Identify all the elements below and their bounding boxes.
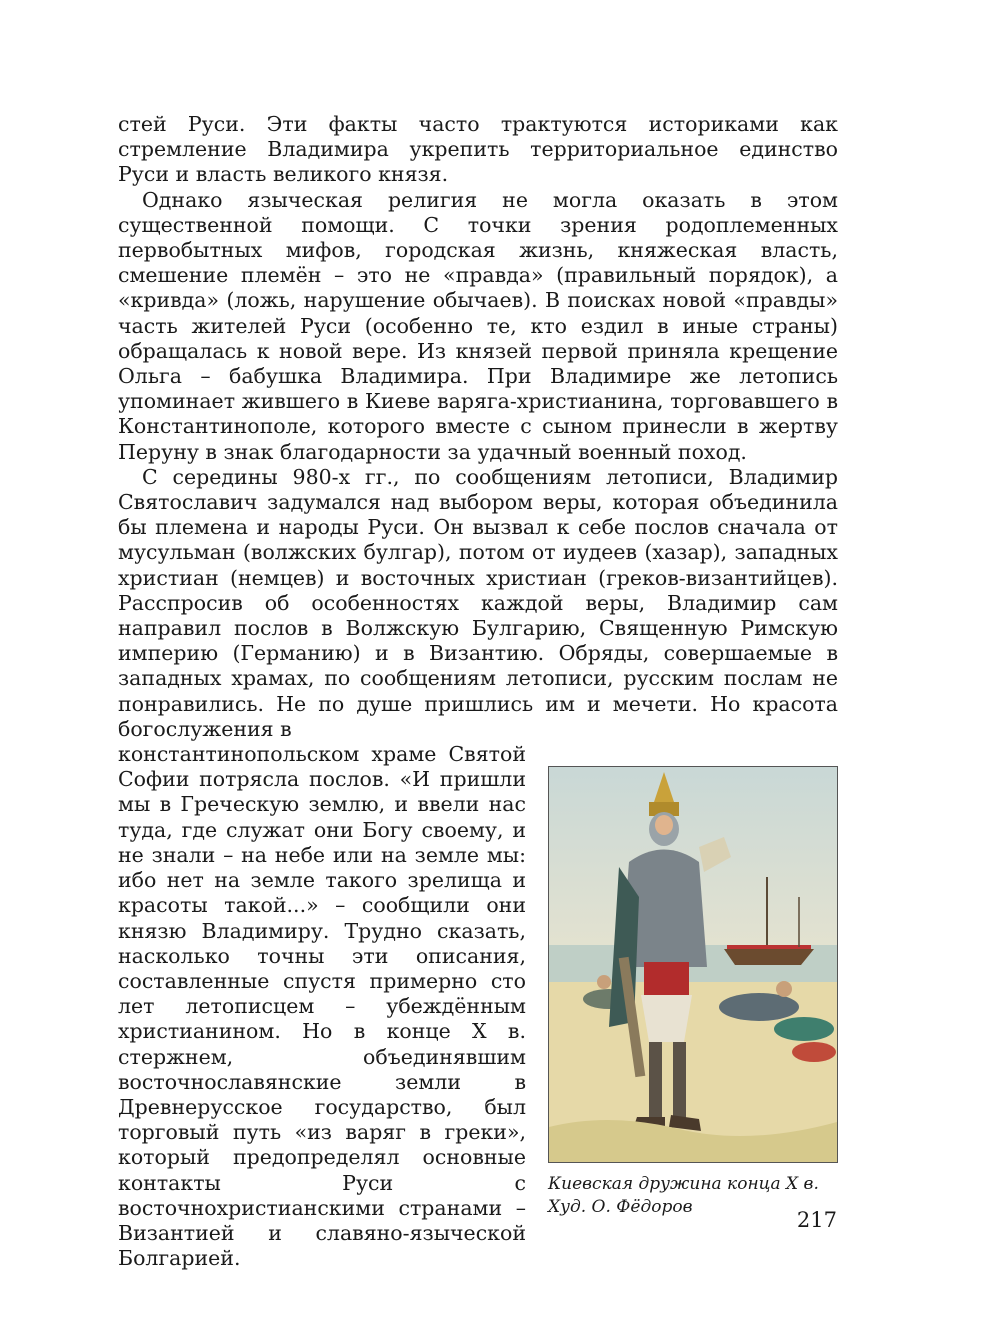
text-with-figure xyxy=(118,742,838,1271)
paragraph-3: С середины 980-х гг., по сообщениям летописи, Владимир Святославич задумался над выбором веры, которая объединила бы племена и народы Руси. Он вызвал к себе послов сначала от мусульман (волжских булгар), потом от иудеев (хазар), западных христиан (немцев) и восточных христиан (греков-византийцев). Расспросив об особенностях каждой веры, Владимир сам направил послов в Волжскую Булгарию, Священную Римскую империю (Германию) и в Византию. Обряды, совершаемые в западных храмах, по сообщениям летописи, русским послам не понравились. Не по душе пришлись им и мечети. Но красота богослужения в xyxy=(118,464,838,741)
page-body xyxy=(118,112,838,1271)
paragraph-1: стей Руси. Эти факты часто трактуются историками как стремление Владимира укрепить территориальное единство Руси и власть великого князя. xyxy=(118,112,838,187)
caption-artist: Худ. О. Фёдоров xyxy=(548,1197,693,1218)
column-text: константинопольском храме Святой Софии потрясла послов. «И пришли мы в Греческую землю, и ввели нас туда, где служат они Богу своему, и не знали – на небе или на земле мы: ибо нет на земле такого зрелища и красоты такой...» – сообщили они князю Владимиру. Трудно сказать, насколько точны эти описания, составленные спустя примерно сто лет летописцем – убеждённым христианином. Но в конце X в. стержнем, объединявшим восточнославянские земли в Древнерусское государство, был торговый путь «из варяг в греки», который предопределял основные контакты Руси с восточнохристианскими странами – Византией и славяно-языческой Болгарией. xyxy=(118,742,526,1271)
figure-caption xyxy=(548,1173,838,1219)
figure xyxy=(548,766,838,1219)
caption-title: Киевская дружина конца X в. xyxy=(548,1174,819,1195)
illustration-kievan-warrior xyxy=(548,766,838,1163)
paragraph-2: Однако языческая религия не могла оказать в этом существенной помощи. С точки зрения родоплеменных первобытных мифов, городская жизнь, княжеская власть, смешение племён – это не «правда» (правильный порядок), а «кривда» (ложь, нарушение обычаев). В поисках новой «правды» часть жителей Руси (особенно те, кто ездил в иные страны) обращалась к новой вере. Из князей первой приняла крещение Ольга – бабушка Владимира. При Владимире же летопись упоминает жившего в Киеве варяга-христианина, торговавшего в Константинополе, которого вместе с сыном принесли в жертву Перуну в знак благодарности за удачный военный поход. xyxy=(118,187,838,464)
page-number: 217 xyxy=(796,1208,837,1232)
